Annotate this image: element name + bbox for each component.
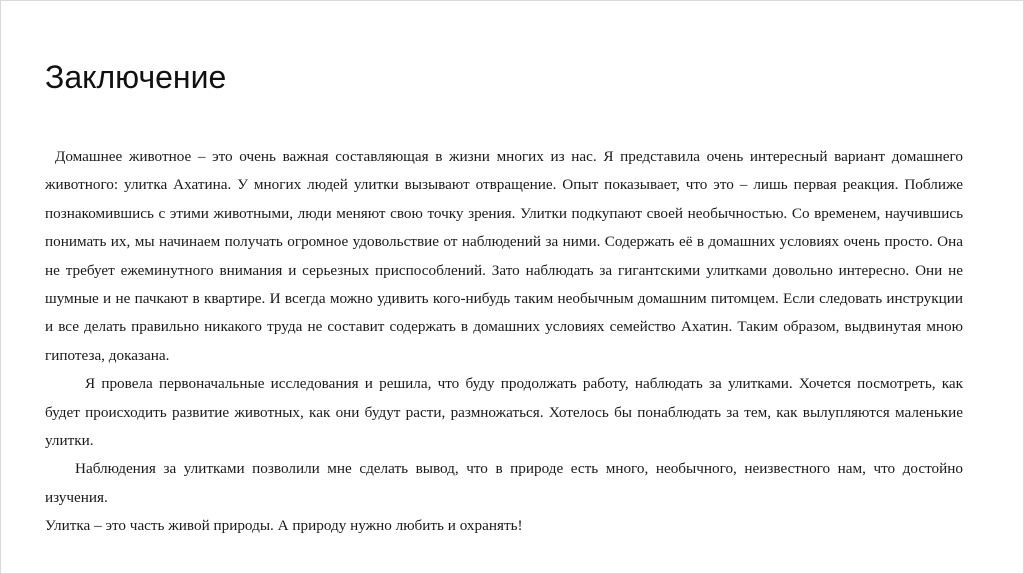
paragraph-4: Улитка – это часть живой природы. А природу нужно любить и охранять! [45,517,523,535]
slide-body [45,143,963,541]
slide-title: Заключение [45,59,227,95]
paragraph-3: Наблюдения за улитками позволили мне сделать вывод, что в природе есть много, необычного, неизвестного нам, что достойно изучения. [45,460,963,506]
paragraph-1: Домашнее животное – это очень важная составляющая в жизни многих из нас. Я представила очень интересный вариант домашнего животного: улитка Ахатина. У многих людей улитки вызывают отвращение. Опыт показывает, что это – лишь первая реакция. Поближе познакомившись с этими животными, люди меняют свою точку зрения. Улитки подкупают своей необычностью. Со временем, научившись понимать их, мы начинаем получать огромное удовольствие от наблюдений за ними. Содержать её в домашних условиях очень просто. Она не требует ежеминутного внимания и серьезных приспособлений. Зато наблюдать за гигантскими улитками довольно интересно. Они не шумные и не пачкают в квартире. И всегда можно удивить кого-нибудь таким необычным домашним питомцем. Если следовать инструкции и все делать правильно никакого труда не составит содержать в домашних условиях семейство Ахатин. Таким образом, выдвинутая мною гипотеза, доказана. [45,148,963,364]
paragraph-2: Я провела первоначальные исследования и решила, что буду продолжать работу, наблюдать за улитками. Хочется посмотреть, как будет происходить развитие животных, как они будут расти, размножаться. Хотелось бы понаблюдать за тем, как вылупляются маленькие улитки. [45,375,963,450]
